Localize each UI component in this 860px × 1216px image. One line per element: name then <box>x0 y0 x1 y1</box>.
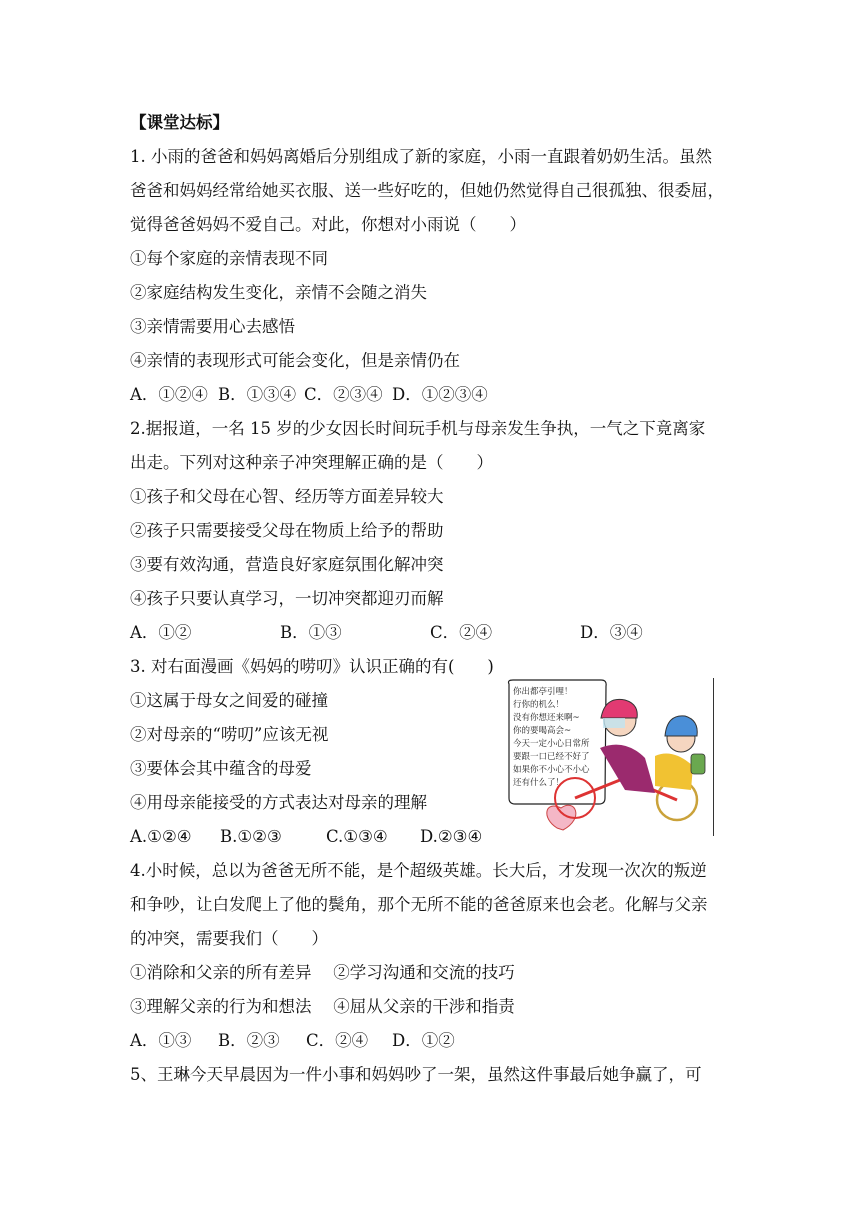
q2-option-c: C．②④ <box>430 623 493 642</box>
q3-item-1: ①这属于母女之间爱的碰撞 <box>130 691 328 710</box>
q1-options <box>130 384 730 406</box>
section-title: 【课堂达标】 <box>130 113 229 132</box>
q1-option-b: B．①③④ <box>218 385 297 404</box>
q4-items-row-2: ③理解父亲的行为和想法 ④屈从父亲的干涉和指责 <box>130 997 515 1016</box>
q1-line-1: 1. 小雨的爸爸和妈妈离婚后分别组成了新的家庭，小雨一直跟着奶奶生活。虽然 <box>130 147 712 166</box>
q4-option-b: B．②③ <box>218 1031 280 1050</box>
child-backpack <box>691 754 705 774</box>
q1-option-a: A．①②④ <box>130 385 208 404</box>
speech-line-1: 你出都亭引哩！ <box>513 687 573 697</box>
q4-option-d: D．①② <box>392 1031 455 1050</box>
q2-line-2: 出走。下列对这种亲子冲突理解正确的是（ ） <box>130 453 493 472</box>
comic-mothers-nagging-image <box>505 678 715 834</box>
q2-option-b: B．①③ <box>280 623 342 642</box>
q4-line-2: 和争吵，让白发爬上了他的鬓角，那个无所不能的爸爸原来也会老。化解与父亲 <box>130 895 708 914</box>
q1-option-d: D．①②③④ <box>392 385 488 404</box>
q3-option-c: C.①③④ <box>326 827 388 846</box>
q2-options <box>130 622 730 644</box>
speech-line-5: 今天一定小心日常所 <box>513 739 590 749</box>
q4-option-c: C．②④ <box>306 1031 369 1050</box>
speech-line-3: 没有你想还来啊~ <box>513 713 580 723</box>
q3-option-d: D.②③④ <box>420 827 483 846</box>
q3-option-b: B.①②③ <box>220 827 282 846</box>
q1-item-3: ③亲情需要用心去感悟 <box>130 317 295 336</box>
q3-item-4: ④用母亲能接受的方式表达对母亲的理解 <box>130 793 427 812</box>
speech-line-6: 要跟一口已经不好了 <box>513 752 590 762</box>
speech-line-2: 行你的机么！ <box>513 700 565 710</box>
q1-item-2: ②家庭结构发生变化，亲情不会随之消失 <box>130 283 427 302</box>
q1-item-1: ①每个家庭的亲情表现不同 <box>130 249 328 268</box>
mother-visor <box>603 718 625 728</box>
q2-item-1: ①孩子和父母在心智、经历等方面差异较大 <box>130 487 444 506</box>
child-helmet <box>665 716 697 736</box>
q2-option-d: D．③④ <box>580 623 643 642</box>
q1-line-3: 觉得爸爸妈妈不爱自己。对此，你想对小雨说（ ） <box>130 215 526 234</box>
image-border-line <box>713 678 714 836</box>
q2-line-1: 2.据报道，一名 15 岁的少女因长时间玩手机与母亲发生争执，一气之下竟离家 <box>130 419 706 438</box>
q3-option-a: A.①②④ <box>130 827 192 846</box>
q3-options <box>130 826 510 848</box>
speech-line-7: 如果你不小心不小心 <box>513 765 590 775</box>
q3-item-2: ②对母亲的“唠叨”应该无视 <box>130 725 329 744</box>
q3-item-3: ③要体会其中蕴含的母爱 <box>130 759 312 778</box>
child-body <box>655 754 693 790</box>
q4-items-row-1: ①消除和父亲的所有差异 ②学习沟通和交流的技巧 <box>130 963 515 982</box>
q4-line-1: 4.小时候，总以为爸爸无所不能，是个超级英雄。长大后，才发现一次次的叛逆 <box>130 861 707 880</box>
q4-options <box>130 1030 530 1052</box>
q2-item-4: ④孩子只要认真学习，一切冲突都迎刃而解 <box>130 589 444 608</box>
q4-line-3: 的冲突，需要我们（ ） <box>130 929 328 948</box>
q5-line-1: 5、王琳今天早晨因为一件小事和妈妈吵了一架，虽然这件事最后她争赢了，可 <box>130 1065 702 1084</box>
q3-line-1: 3. 对右面漫画《妈妈的唠叨》认识正确的有( ) <box>130 657 494 676</box>
speech-line-4: 你的要喝高会~ <box>513 726 572 736</box>
q4-option-a: A．①③ <box>130 1031 192 1050</box>
q2-item-3: ③要有效沟通，营造良好家庭氛围化解冲突 <box>130 555 444 574</box>
speech-line-8: 还有什么了！ <box>513 778 565 788</box>
q1-line-2: 爸爸和妈妈经常给她买衣服、送一些好吃的，但她仍然觉得自己很孤独、很委屈， <box>130 181 724 200</box>
q2-option-a: A．①② <box>130 623 192 642</box>
q1-item-4: ④亲情的表现形式可能会变化，但是亲情仍在 <box>130 351 460 370</box>
q1-option-c: C．②③④ <box>304 385 383 404</box>
q2-item-2: ②孩子只需要接受父母在物质上给予的帮助 <box>130 521 444 540</box>
